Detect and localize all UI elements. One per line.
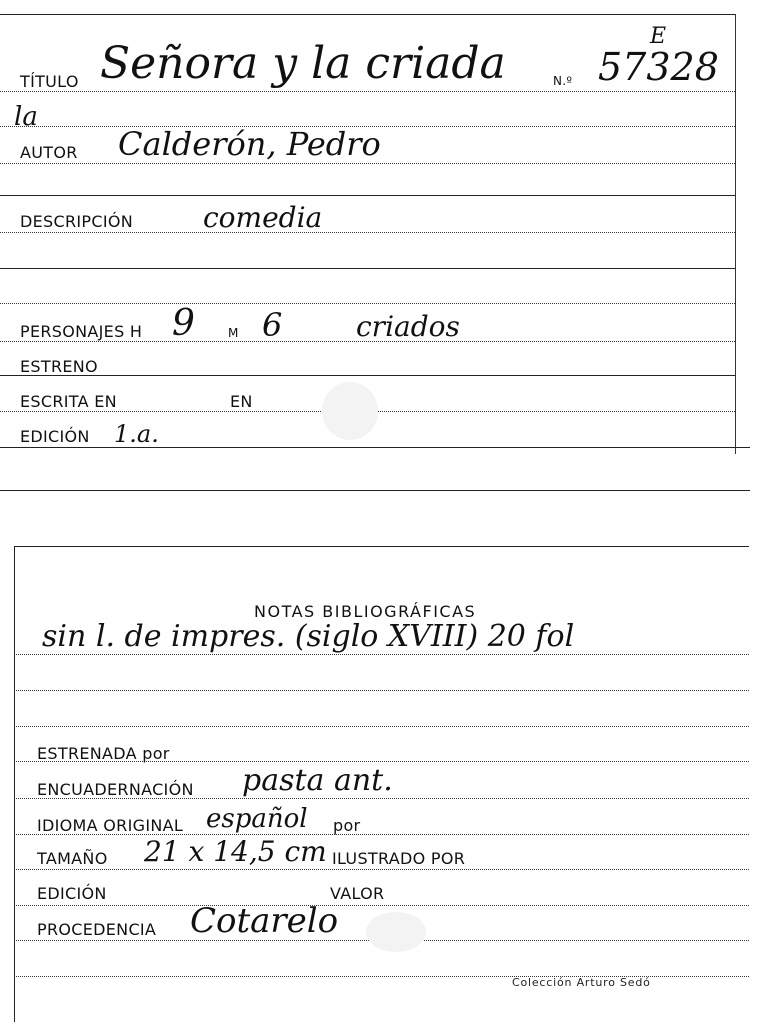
catalog-card-bottom [0,540,759,1028]
rule-titulo [0,91,735,92]
rule-desc-3 [0,303,735,304]
idioma-label: IDIOMA ORIGINAL [37,816,184,835]
autor-label: AUTOR [20,143,78,162]
idioma-value: español [206,804,308,834]
numero-value: 57328 [598,45,719,89]
autor-value: Calderón, Pedro [118,125,381,163]
encuadernacion-value: pasta ant. [242,763,393,798]
rule-autor [0,163,735,164]
catalog-card-top [0,0,759,495]
rule-edicion [0,447,750,448]
procedencia-label: PROCEDENCIA [37,920,157,939]
personajes-m-label: M [228,326,239,340]
numero-label: N.º [553,74,573,88]
edicion-b-label: EDICIÓN [37,884,107,903]
procedencia-value: Cotarelo [190,901,339,941]
encuadernacion-label: ENCUADERNACIÓN [37,780,194,799]
personajes-extra: criados [356,310,460,343]
en-label: EN [230,392,253,411]
paper-smudge [322,382,378,440]
descripcion-label: DESCRIPCIÓN [20,212,133,231]
titulo-label: TÍTULO [20,72,79,91]
card-top-bottom-edge [0,490,750,491]
personajes-label: PERSONAJES H [20,322,143,341]
rule-notas-3 [14,726,749,727]
tamano-value: 21 x 14,5 cm [144,835,327,868]
rule-notas-2 [14,690,749,691]
estrenada-label: ESTRENADA por [37,744,170,763]
notas-label: NOTAS BIBLIOGRÁFICAS [254,602,477,621]
rule-tamano [14,869,749,870]
estreno-label: ESTRENO [20,357,98,376]
titulo-cont-value: la [14,102,38,132]
card-bottom-top-edge [14,546,749,547]
valor-label: VALOR [330,884,385,903]
descripcion-value: comedia [203,201,323,234]
edicion-label: EDICIÓN [20,427,90,446]
collection-credit: Colección Arturo Sedó [512,976,651,989]
numero-mark: E [650,24,667,49]
escrita-label: ESCRITA EN [20,392,117,411]
card-bottom-left-edge [14,546,15,1022]
rule-estreno [0,375,735,376]
personajes-m-value: 6 [262,306,283,344]
card-right-edge [735,14,736,454]
tamano-label: TAMAÑO [37,849,108,868]
rule-descripcion [0,232,735,233]
personajes-h-value: 9 [172,303,195,344]
edicion-value: 1.a. [114,420,159,448]
ilustrado-label: ILUSTRADO POR [332,849,466,868]
rule-autor-2 [0,195,735,196]
idioma-por: por [333,816,361,835]
rule-notas [14,654,749,655]
notas-value: sin l. de impres. (siglo XVIII) 20 fol [42,619,575,654]
paper-smudge-2 [366,912,426,952]
rule-desc-2 [0,268,735,269]
titulo-value: Señora y la criada [100,38,506,89]
card-top-edge [0,14,735,15]
rule-edicion-b [14,905,749,906]
